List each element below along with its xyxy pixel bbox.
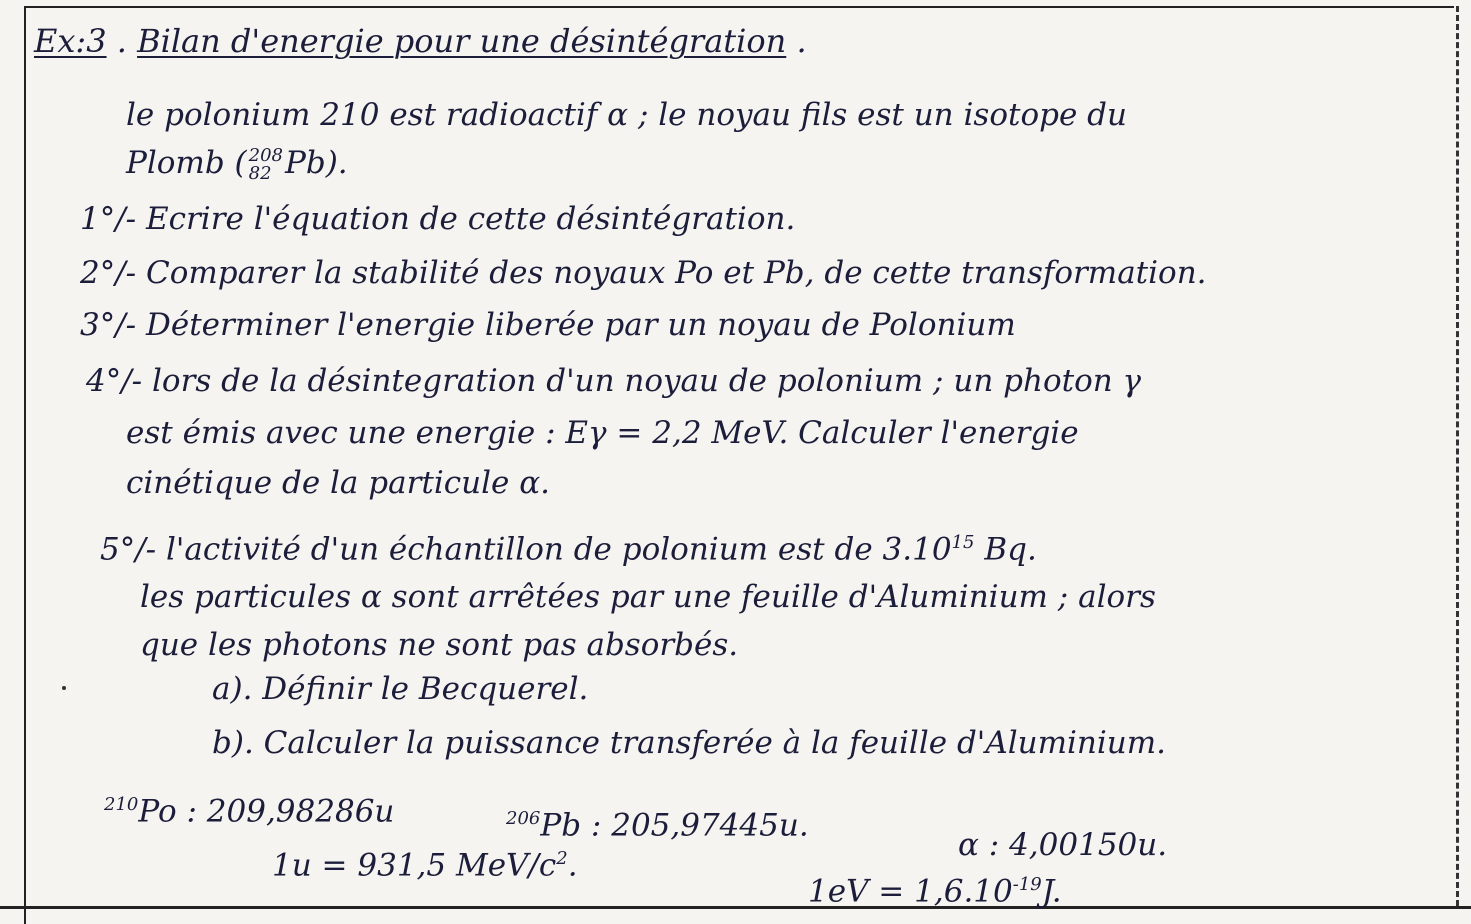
element-symbol: Pb: [284, 145, 326, 181]
question-1: 1°/- Ecrire l'équation de cette désintégration.: [80, 201, 796, 237]
question-4-line-2: est émis avec une energie : Eγ = 2,2 MeV. Calculer l'energie: [126, 415, 1079, 451]
data-atomic-mass-unit: [272, 840, 578, 884]
exercise-label: Ex:3: [34, 22, 107, 60]
data-electronvolt: [808, 866, 1062, 910]
pb-mass-number: 206: [506, 808, 541, 829]
exercise-title: Bilan d'energie pour une désintégration: [137, 22, 787, 60]
pb-value: Pb : 205,97445u.: [540, 807, 809, 844]
question-4-line-1: 4°/- lors de la désintegration d'un noyau de polonium ; un photon γ: [86, 363, 1142, 399]
question-2: 2°/- Comparer la stabilité des noyaux Po et Pb, de cette transformation.: [80, 255, 1207, 291]
u-exponent: 2: [556, 848, 568, 869]
question-3: 3°/- Déterminer l'energie liberée par un noyau de Polonium: [80, 307, 1016, 343]
question-5-line-3: que les photons ne sont pas absorbés.: [140, 627, 739, 663]
margin-dot: [62, 686, 66, 690]
question-5-line-2: les particules α sont arrêtées par une feuille d'Aluminium ; alors: [140, 579, 1156, 615]
data-lead: [506, 800, 809, 844]
po-value: Po : 209,98286u: [138, 793, 395, 830]
frame-right-border: [1456, 6, 1459, 906]
frame-bottom-border: [0, 906, 1471, 909]
ev-value: 1eV = 1,6.10: [808, 873, 1013, 910]
ev-exponent: -19: [1012, 874, 1042, 895]
mass-number: 208: [248, 144, 283, 166]
question-5-exponent: 15: [951, 532, 975, 553]
po-mass-number: 210: [104, 794, 139, 815]
intro-line-2: [126, 144, 348, 183]
intro-line-1: le polonium 210 est radioactif α ; le noyau fils est un isotope du: [126, 97, 1127, 133]
data-alpha: α : 4,00150u.: [958, 827, 1168, 863]
nuclide-notation: [248, 144, 283, 184]
data-polonium: [104, 786, 394, 830]
exercise-separator: .: [116, 22, 127, 60]
question-5a: a). Définir le Becquerel.: [212, 671, 589, 707]
intro-plomb-text: Plomb (: [126, 145, 247, 181]
question-5-text: 5°/- l'activité d'un échantillon de polonium est de 3.10: [100, 531, 952, 568]
u-value-end: .: [567, 847, 578, 884]
question-4-line-3: cinétique de la particule α.: [126, 465, 551, 501]
exercise-heading: [34, 22, 807, 60]
u-value: 1u = 931,5 MeV/c: [272, 847, 557, 884]
question-5b: b). Calculer la puissance transferée à la feuille d'Aluminium.: [212, 725, 1166, 761]
question-5-unit: Bq.: [984, 531, 1037, 568]
intro-line-2-end: ).: [325, 145, 348, 181]
frame-top-border: [24, 6, 1454, 8]
exercise-title-end: .: [796, 22, 807, 60]
question-5-line-1: [100, 524, 1037, 568]
ev-value-end: J.: [1041, 873, 1062, 910]
atomic-number: 82: [248, 162, 272, 184]
frame-left-border: [24, 6, 26, 924]
